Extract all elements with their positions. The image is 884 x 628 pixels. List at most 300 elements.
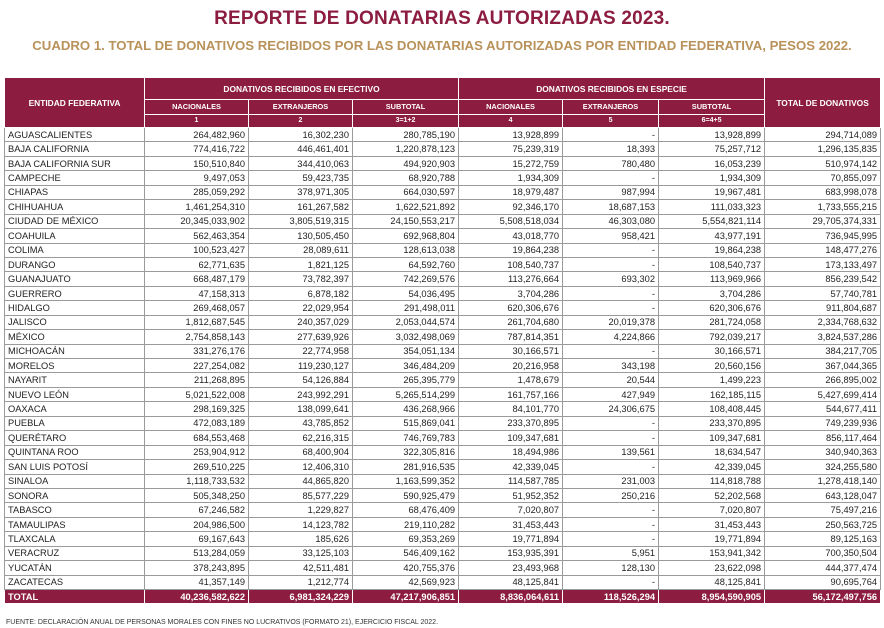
row-value: 44,865,820 bbox=[249, 474, 353, 488]
row-value: 1,934,309 bbox=[459, 171, 563, 185]
row-entidad: CHIHUAHUA bbox=[5, 200, 145, 214]
row-value: 562,463,354 bbox=[145, 229, 249, 243]
row-value: 5,951 bbox=[563, 546, 659, 560]
table-row bbox=[5, 229, 881, 243]
row-value: 231,003 bbox=[563, 474, 659, 488]
row-value: 138,099,641 bbox=[249, 402, 353, 416]
row-value: 20,560,156 bbox=[659, 359, 765, 373]
row-value: 780,480 bbox=[563, 156, 659, 170]
row-value: 692,968,804 bbox=[353, 229, 459, 243]
row-value: 2,334,768,632 bbox=[765, 315, 881, 329]
row-value: 23,622,098 bbox=[659, 561, 765, 575]
row-value: 42,511,481 bbox=[249, 561, 353, 575]
row-value: 30,166,571 bbox=[459, 344, 563, 358]
row-entidad: BAJA CALIFORNIA bbox=[5, 142, 145, 156]
row-value: 749,239,936 bbox=[765, 416, 881, 430]
total-value: 8,836,064,611 bbox=[459, 590, 563, 604]
table-row bbox=[5, 185, 881, 199]
row-value: 354,051,134 bbox=[353, 344, 459, 358]
row-entidad: JALISCO bbox=[5, 315, 145, 329]
row-value: 3,824,537,286 bbox=[765, 330, 881, 344]
row-value: 64,592,760 bbox=[353, 257, 459, 271]
row-value: 367,044,365 bbox=[765, 359, 881, 373]
row-entidad: PUEBLA bbox=[5, 416, 145, 430]
row-value: 444,377,474 bbox=[765, 561, 881, 575]
row-value: 43,977,191 bbox=[659, 229, 765, 243]
row-value: 12,406,310 bbox=[249, 460, 353, 474]
row-value: - bbox=[563, 257, 659, 271]
row-value: 787,814,351 bbox=[459, 330, 563, 344]
row-entidad: DURANGO bbox=[5, 257, 145, 271]
header-efectivo: DONATIVOS RECIBIDOS EN EFECTIVO bbox=[145, 78, 459, 100]
row-value: 294,714,089 bbox=[765, 128, 881, 142]
row-value: 173,133,497 bbox=[765, 257, 881, 271]
header-especie-extranjeros: EXTRANJEROS bbox=[563, 100, 659, 115]
row-entidad: GUERRERO bbox=[5, 286, 145, 300]
row-value: 1,812,687,545 bbox=[145, 315, 249, 329]
header-col-number: 2 bbox=[249, 115, 353, 128]
row-value: 344,410,063 bbox=[249, 156, 353, 170]
row-value: 1,934,309 bbox=[659, 171, 765, 185]
row-value: 111,033,323 bbox=[659, 200, 765, 214]
row-value: 68,920,788 bbox=[353, 171, 459, 185]
row-value: 41,357,149 bbox=[145, 575, 249, 589]
row-value: - bbox=[563, 301, 659, 315]
header-col-number: 3=1+2 bbox=[353, 115, 459, 128]
total-value: 40,236,582,622 bbox=[145, 590, 249, 604]
row-value: 33,125,103 bbox=[249, 546, 353, 560]
header-especie-subtotal: SUBTOTAL bbox=[659, 100, 765, 115]
total-value: 8,954,590,905 bbox=[659, 590, 765, 604]
row-entidad: COLIMA bbox=[5, 243, 145, 257]
header-efectivo-nacionales: NACIONALES bbox=[145, 100, 249, 115]
table-row bbox=[5, 359, 881, 373]
row-value: 510,974,142 bbox=[765, 156, 881, 170]
row-value: 219,110,282 bbox=[353, 517, 459, 531]
row-value: 22,029,954 bbox=[249, 301, 353, 315]
row-value: 51,952,352 bbox=[459, 488, 563, 502]
row-value: 5,427,699,414 bbox=[765, 387, 881, 401]
row-value: 3,704,286 bbox=[459, 286, 563, 300]
row-value: 2,053,044,574 bbox=[353, 315, 459, 329]
row-value: 18,634,547 bbox=[659, 445, 765, 459]
row-value: 43,785,852 bbox=[249, 416, 353, 430]
row-entidad: HIDALGO bbox=[5, 301, 145, 315]
header-col-number: 5 bbox=[563, 115, 659, 128]
total-value: 118,526,294 bbox=[563, 590, 659, 604]
row-value: 5,021,522,008 bbox=[145, 387, 249, 401]
header-efectivo-extranjeros: EXTRANJEROS bbox=[249, 100, 353, 115]
row-value: 204,986,500 bbox=[145, 517, 249, 531]
row-value: - bbox=[563, 416, 659, 430]
row-value: 128,613,038 bbox=[353, 243, 459, 257]
row-value: 68,400,904 bbox=[249, 445, 353, 459]
row-value: 546,409,162 bbox=[353, 546, 459, 560]
row-value: 16,053,239 bbox=[659, 156, 765, 170]
row-value: 590,925,479 bbox=[353, 488, 459, 502]
table-row bbox=[5, 474, 881, 488]
table-body bbox=[5, 128, 881, 604]
row-value: 19,864,238 bbox=[659, 243, 765, 257]
row-entidad: OAXACA bbox=[5, 402, 145, 416]
row-value: - bbox=[563, 286, 659, 300]
total-value: 6,981,324,229 bbox=[249, 590, 353, 604]
row-value: 324,255,580 bbox=[765, 460, 881, 474]
row-value: 1,296,135,835 bbox=[765, 142, 881, 156]
header-especie: DONATIVOS RECIBIDOS EN ESPECIE bbox=[459, 78, 765, 100]
table-row bbox=[5, 301, 881, 315]
row-value: 620,306,676 bbox=[659, 301, 765, 315]
row-value: 75,257,712 bbox=[659, 142, 765, 156]
row-value: 31,453,443 bbox=[659, 517, 765, 531]
row-value: 1,229,827 bbox=[249, 503, 353, 517]
row-value: 52,202,568 bbox=[659, 488, 765, 502]
row-value: 736,945,995 bbox=[765, 229, 881, 243]
row-value: 664,030,597 bbox=[353, 185, 459, 199]
row-value: 264,482,960 bbox=[145, 128, 249, 142]
row-value: 16,302,230 bbox=[249, 128, 353, 142]
total-label: TOTAL bbox=[5, 590, 145, 604]
row-value: 856,117,464 bbox=[765, 431, 881, 445]
row-value: 269,468,057 bbox=[145, 301, 249, 315]
row-value: 69,353,269 bbox=[353, 532, 459, 546]
row-value: 384,217,705 bbox=[765, 344, 881, 358]
row-value: 20,216,958 bbox=[459, 359, 563, 373]
header-entidad: ENTIDAD FEDERATIVA bbox=[5, 78, 145, 128]
row-value: - bbox=[563, 128, 659, 142]
row-value: 18,393 bbox=[563, 142, 659, 156]
row-entidad: TABASCO bbox=[5, 503, 145, 517]
header-total: TOTAL DE DONATIVOS bbox=[765, 78, 881, 128]
row-value: 109,347,681 bbox=[659, 431, 765, 445]
row-value: 185,626 bbox=[249, 532, 353, 546]
row-entidad: YUCATÁN bbox=[5, 561, 145, 575]
row-value: 19,864,238 bbox=[459, 243, 563, 257]
row-value: 693,302 bbox=[563, 272, 659, 286]
row-value: - bbox=[563, 532, 659, 546]
row-value: 153,935,391 bbox=[459, 546, 563, 560]
row-value: 48,125,841 bbox=[659, 575, 765, 589]
row-value: 742,269,576 bbox=[353, 272, 459, 286]
source-note: FUENTE: DECLARACIÓN ANUAL DE PERSONAS MORALES CON FINES NO LUCRATIVOS (FORMATO 21), EJERCICIO FISCAL 2022. bbox=[6, 619, 439, 626]
table-row bbox=[5, 344, 881, 358]
total-value: 47,217,906,851 bbox=[353, 590, 459, 604]
row-entidad: TLAXCALA bbox=[5, 532, 145, 546]
row-entidad: TAMAULIPAS bbox=[5, 517, 145, 531]
row-value: 280,785,190 bbox=[353, 128, 459, 142]
row-value: 30,166,571 bbox=[659, 344, 765, 358]
row-value: 1,499,223 bbox=[659, 373, 765, 387]
table-row bbox=[5, 387, 881, 401]
row-value: 346,484,209 bbox=[353, 359, 459, 373]
row-entidad: BAJA CALIFORNIA SUR bbox=[5, 156, 145, 170]
row-value: 3,032,498,069 bbox=[353, 330, 459, 344]
header-especie-nacionales: NACIONALES bbox=[459, 100, 563, 115]
row-value: 119,230,127 bbox=[249, 359, 353, 373]
row-entidad: MICHOACÁN bbox=[5, 344, 145, 358]
row-entidad: CIUDAD DE MÉXICO bbox=[5, 214, 145, 228]
row-value: 322,305,816 bbox=[353, 445, 459, 459]
row-value: 1,212,774 bbox=[249, 575, 353, 589]
table-row bbox=[5, 431, 881, 445]
row-value: 2,754,858,143 bbox=[145, 330, 249, 344]
row-value: 378,243,895 bbox=[145, 561, 249, 575]
table-row bbox=[5, 460, 881, 474]
row-value: 23,493,968 bbox=[459, 561, 563, 575]
row-value: 75,239,319 bbox=[459, 142, 563, 156]
table-row bbox=[5, 488, 881, 502]
row-value: 3,805,519,315 bbox=[249, 214, 353, 228]
header-col-number: 1 bbox=[145, 115, 249, 128]
table-row bbox=[5, 503, 881, 517]
table-row bbox=[5, 373, 881, 387]
row-value: 84,101,770 bbox=[459, 402, 563, 416]
row-value: 683,998,078 bbox=[765, 185, 881, 199]
row-value: 69,167,643 bbox=[145, 532, 249, 546]
table-row bbox=[5, 575, 881, 589]
row-value: 18,494,986 bbox=[459, 445, 563, 459]
row-value: 285,059,292 bbox=[145, 185, 249, 199]
row-value: 266,895,002 bbox=[765, 373, 881, 387]
row-value: 59,423,735 bbox=[249, 171, 353, 185]
row-value: - bbox=[563, 460, 659, 474]
row-value: 68,476,409 bbox=[353, 503, 459, 517]
table-row bbox=[5, 171, 881, 185]
row-value: 62,771,635 bbox=[145, 257, 249, 271]
row-value: 4,224,866 bbox=[563, 330, 659, 344]
row-value: - bbox=[563, 431, 659, 445]
row-entidad: CHIAPAS bbox=[5, 185, 145, 199]
row-value: 7,020,807 bbox=[659, 503, 765, 517]
row-value: 331,276,176 bbox=[145, 344, 249, 358]
row-value: 18,979,487 bbox=[459, 185, 563, 199]
row-value: 378,971,305 bbox=[249, 185, 353, 199]
row-value: 436,268,966 bbox=[353, 402, 459, 416]
row-value: 340,940,363 bbox=[765, 445, 881, 459]
row-value: 48,125,841 bbox=[459, 575, 563, 589]
table-row bbox=[5, 200, 881, 214]
row-value: 243,992,291 bbox=[249, 387, 353, 401]
row-value: 92,346,170 bbox=[459, 200, 563, 214]
row-value: 19,967,481 bbox=[659, 185, 765, 199]
row-value: 446,461,401 bbox=[249, 142, 353, 156]
row-value: 1,118,733,532 bbox=[145, 474, 249, 488]
row-entidad: NUEVO LEÓN bbox=[5, 387, 145, 401]
row-value: 774,416,722 bbox=[145, 142, 249, 156]
row-value: 62,216,315 bbox=[249, 431, 353, 445]
row-value: 958,421 bbox=[563, 229, 659, 243]
row-entidad: CAMPECHE bbox=[5, 171, 145, 185]
row-value: 20,345,033,902 bbox=[145, 214, 249, 228]
table-row bbox=[5, 142, 881, 156]
row-value: - bbox=[563, 517, 659, 531]
row-value: 233,370,895 bbox=[459, 416, 563, 430]
row-value: 18,687,153 bbox=[563, 200, 659, 214]
header-col-number: 4 bbox=[459, 115, 563, 128]
table-row bbox=[5, 416, 881, 430]
row-value: 161,267,582 bbox=[249, 200, 353, 214]
row-value: 20,544 bbox=[563, 373, 659, 387]
row-value: 67,246,582 bbox=[145, 503, 249, 517]
row-value: 100,523,427 bbox=[145, 243, 249, 257]
header-efectivo-subtotal: SUBTOTAL bbox=[353, 100, 459, 115]
row-value: 1,733,555,215 bbox=[765, 200, 881, 214]
row-value: 987,994 bbox=[563, 185, 659, 199]
table-row bbox=[5, 561, 881, 575]
row-value: 14,123,782 bbox=[249, 517, 353, 531]
row-value: 46,303,080 bbox=[563, 214, 659, 228]
row-value: 298,169,325 bbox=[145, 402, 249, 416]
row-value: 153,941,342 bbox=[659, 546, 765, 560]
row-entidad: SINALOA bbox=[5, 474, 145, 488]
row-value: 7,020,807 bbox=[459, 503, 563, 517]
row-value: 150,510,840 bbox=[145, 156, 249, 170]
row-value: 9,497,053 bbox=[145, 171, 249, 185]
row-entidad: SONORA bbox=[5, 488, 145, 502]
row-value: 5,265,514,299 bbox=[353, 387, 459, 401]
row-value: 515,869,041 bbox=[353, 416, 459, 430]
row-value: 54,126,884 bbox=[249, 373, 353, 387]
row-value: 6,878,182 bbox=[249, 286, 353, 300]
row-value: 700,350,504 bbox=[765, 546, 881, 560]
row-value: 70,855,097 bbox=[765, 171, 881, 185]
table-row bbox=[5, 272, 881, 286]
row-value: 233,370,895 bbox=[659, 416, 765, 430]
row-value: 43,018,770 bbox=[459, 229, 563, 243]
row-value: 13,928,899 bbox=[459, 128, 563, 142]
row-entidad: VERACRUZ bbox=[5, 546, 145, 560]
row-value: 227,254,082 bbox=[145, 359, 249, 373]
row-value: 281,916,535 bbox=[353, 460, 459, 474]
row-value: 746,769,783 bbox=[353, 431, 459, 445]
row-value: 250,216 bbox=[563, 488, 659, 502]
row-entidad: COAHUILA bbox=[5, 229, 145, 243]
row-value: 1,478,679 bbox=[459, 373, 563, 387]
row-value: 148,477,276 bbox=[765, 243, 881, 257]
row-value: 911,804,687 bbox=[765, 301, 881, 315]
row-entidad: QUINTANA ROO bbox=[5, 445, 145, 459]
row-value: 13,928,899 bbox=[659, 128, 765, 142]
row-value: 856,239,542 bbox=[765, 272, 881, 286]
row-value: 161,757,166 bbox=[459, 387, 563, 401]
row-value: 128,130 bbox=[563, 561, 659, 575]
row-entidad: NAYARIT bbox=[5, 373, 145, 387]
row-value: 343,198 bbox=[563, 359, 659, 373]
row-value: 113,276,664 bbox=[459, 272, 563, 286]
table-row bbox=[5, 257, 881, 271]
row-value: 5,554,821,114 bbox=[659, 214, 765, 228]
total-row bbox=[5, 590, 881, 604]
row-value: 472,083,189 bbox=[145, 416, 249, 430]
row-value: - bbox=[563, 171, 659, 185]
row-value: 42,339,045 bbox=[459, 460, 563, 474]
row-value: 494,920,903 bbox=[353, 156, 459, 170]
table-row bbox=[5, 243, 881, 257]
row-value: 544,677,411 bbox=[765, 402, 881, 416]
row-value: 108,540,737 bbox=[459, 257, 563, 271]
total-value: 56,172,497,756 bbox=[765, 590, 881, 604]
row-value: 3,704,286 bbox=[659, 286, 765, 300]
row-value: 420,755,376 bbox=[353, 561, 459, 575]
table-row bbox=[5, 532, 881, 546]
row-entidad: SAN LUIS POTOSÍ bbox=[5, 460, 145, 474]
row-value: - bbox=[563, 503, 659, 517]
row-value: 19,771,894 bbox=[459, 532, 563, 546]
row-value: - bbox=[563, 243, 659, 257]
row-value: 162,185,115 bbox=[659, 387, 765, 401]
table-row bbox=[5, 546, 881, 560]
row-entidad: GUANAJUATO bbox=[5, 272, 145, 286]
row-value: 261,704,680 bbox=[459, 315, 563, 329]
row-value: 1,278,418,140 bbox=[765, 474, 881, 488]
row-value: 114,818,788 bbox=[659, 474, 765, 488]
row-value: 253,904,912 bbox=[145, 445, 249, 459]
row-value: 89,125,163 bbox=[765, 532, 881, 546]
row-value: 90,695,764 bbox=[765, 575, 881, 589]
row-value: 668,487,179 bbox=[145, 272, 249, 286]
row-value: 427,949 bbox=[563, 387, 659, 401]
row-entidad: AGUASCALIENTES bbox=[5, 128, 145, 142]
row-value: - bbox=[563, 575, 659, 589]
row-value: 5,508,518,034 bbox=[459, 214, 563, 228]
row-value: 19,771,894 bbox=[659, 532, 765, 546]
row-value: 29,705,374,331 bbox=[765, 214, 881, 228]
row-value: 54,036,495 bbox=[353, 286, 459, 300]
row-value: 250,563,725 bbox=[765, 517, 881, 531]
table-row bbox=[5, 156, 881, 170]
row-value: 28,089,611 bbox=[249, 243, 353, 257]
row-value: 643,128,047 bbox=[765, 488, 881, 502]
table-row bbox=[5, 128, 881, 142]
row-value: 108,408,445 bbox=[659, 402, 765, 416]
row-entidad: ZACATECAS bbox=[5, 575, 145, 589]
row-value: 24,306,675 bbox=[563, 402, 659, 416]
donations-table bbox=[4, 77, 881, 604]
table-row bbox=[5, 402, 881, 416]
table-subtitle: CUADRO 1. TOTAL DE DONATIVOS RECIBIDOS POR LAS DONATARIAS AUTORIZADAS POR ENTIDAD FEDERATIVA, PESOS 2022. bbox=[32, 38, 852, 53]
report-title: REPORTE DE DONATARIAS AUTORIZADAS 2023. bbox=[214, 8, 670, 29]
table-row bbox=[5, 517, 881, 531]
row-value: 15,272,759 bbox=[459, 156, 563, 170]
row-value: 505,348,250 bbox=[145, 488, 249, 502]
table-row bbox=[5, 315, 881, 329]
row-entidad: MORELOS bbox=[5, 359, 145, 373]
row-value: 620,306,676 bbox=[459, 301, 563, 315]
row-value: 269,510,225 bbox=[145, 460, 249, 474]
row-value: 277,639,926 bbox=[249, 330, 353, 344]
row-value: 684,553,468 bbox=[145, 431, 249, 445]
row-value: 42,339,045 bbox=[659, 460, 765, 474]
row-value: 139,561 bbox=[563, 445, 659, 459]
row-value: 281,724,058 bbox=[659, 315, 765, 329]
row-value: - bbox=[563, 344, 659, 358]
row-value: 85,577,229 bbox=[249, 488, 353, 502]
row-value: 1,220,878,123 bbox=[353, 142, 459, 156]
table-row bbox=[5, 330, 881, 344]
row-value: 513,284,059 bbox=[145, 546, 249, 560]
row-value: 73,782,397 bbox=[249, 272, 353, 286]
row-value: 108,540,737 bbox=[659, 257, 765, 271]
row-value: 211,268,895 bbox=[145, 373, 249, 387]
row-value: 24,150,553,217 bbox=[353, 214, 459, 228]
row-value: 113,969,966 bbox=[659, 272, 765, 286]
row-value: 792,039,217 bbox=[659, 330, 765, 344]
row-value: 1,622,521,892 bbox=[353, 200, 459, 214]
row-value: 1,821,125 bbox=[249, 257, 353, 271]
row-value: 1,461,254,310 bbox=[145, 200, 249, 214]
row-value: 42,569,923 bbox=[353, 575, 459, 589]
row-value: 130,505,450 bbox=[249, 229, 353, 243]
